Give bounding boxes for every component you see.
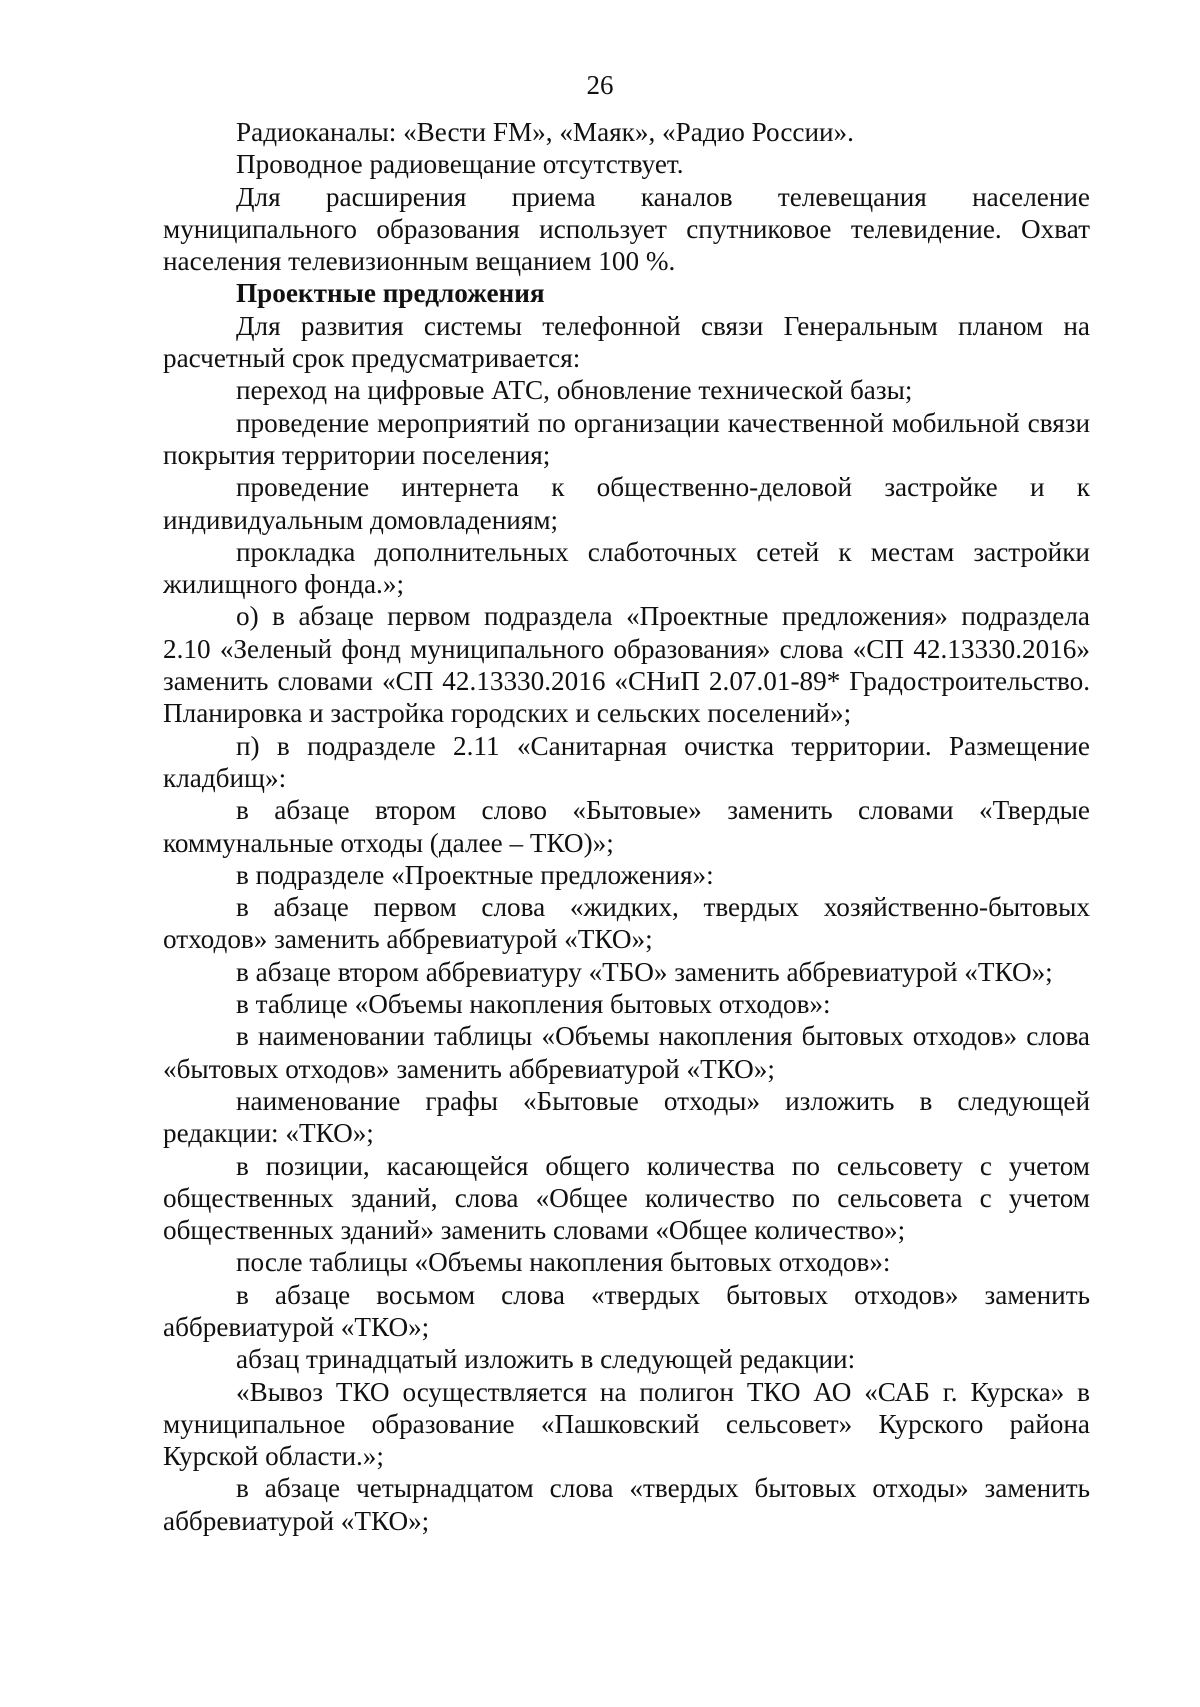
paragraph: Проводное радиовещание отсутствует. [236,149,684,180]
paragraph: проведение интернета к общественно-деловой застройке и к индивидуальным домовладениям; [163,472,1090,535]
paragraph: в абзаце первом слова «жидких, твердых хозяйственно-бытовых отходов» заменить аббревиатурой «ТКО»; [163,892,1090,955]
paragraph: в абзаце втором слово «Бытовые» заменить словами «Твердые коммунальные отходы (далее – ТКО)»; [163,795,1090,858]
paragraph: п) в подразделе 2.11 «Санитарная очистка территории. Размещение кладбищ»: [163,730,1090,793]
paragraph: Для развития системы телефонной связи Генеральным планом на расчетный срок предусматривается: [163,310,1090,374]
paragraph: «Вывоз ТКО осуществляется на полигон ТКО АО «САБ г. Курска» в муниципальное образование «Пашковский сельсовет» Курского района Курской области.»; [163,1376,1090,1472]
paragraph: прокладка дополнительных слаботочных сетей к местам застройки жилищного фонда.»; [163,536,1090,600]
paragraph: наименование графы «Бытовые отходы» изложить в следующей редакции: «ТКО»; [163,1085,1090,1149]
page-number: 26 [586,70,614,100]
paragraph: в абзаце втором аббревиатуру «ТБО» заменить аббревиатурой «ТКО»; [236,956,1053,987]
paragraph: в позиции, касающейся общего количества по сельсовету с учетом общественных зданий, слова «Общее количество по сельсовета с учетом общественных зданий» заменить словами «Общее количество»; [163,1150,1090,1246]
document-body [163,116,1090,1537]
paragraph: абзац тринадцатый изложить в следующей редакции: [236,1344,856,1375]
paragraph: в абзаце восьмом слова «твердых бытовых отходов» заменить аббревиатурой «ТКО»; [163,1279,1090,1342]
paragraph: после таблицы «Объемы накопления бытовых отходов»: [236,1247,891,1278]
paragraph: проведение мероприятий по организации качественной мобильной связи покрытия территории поселения; [163,407,1090,470]
paragraph: в наименовании таблицы «Объемы накопления бытовых отходов» слова «бытовых отходов» заменить аббревиатурой «ТКО»; [163,1021,1090,1084]
paragraph: в абзаце четырнадцатом слова «твердых бытовых отходы» заменить аббревиатурой «ТКО»; [163,1473,1090,1536]
paragraph: Радиоканалы: «Вести FM», «Маяк», «Радио России». [236,117,854,147]
paragraph: Для расширения приема каналов телевещания население муниципального образования использует спутниковое телевидение. Охват населения телевизионным вещанием 100 %. [163,181,1090,277]
paragraph: о) в абзаце первом подраздела «Проектные предложения» подраздела 2.10 «Зеленый фонд муниципального образования» слова «СП 42.13330.2016» заменить словами «СП 42.13330.2016 «СНиП 2.07.01-89* Градостроительство. Планировка и застройка городских и сельских поселений»; [163,601,1090,729]
paragraph: в таблице «Объемы накопления бытовых отходов»: [236,989,831,1020]
paragraph: переход на цифровые АТС, обновление технической базы; [236,375,913,406]
section-heading: Проектные предложения [236,278,545,309]
paragraph: в подразделе «Проектные предложения»: [236,859,714,890]
